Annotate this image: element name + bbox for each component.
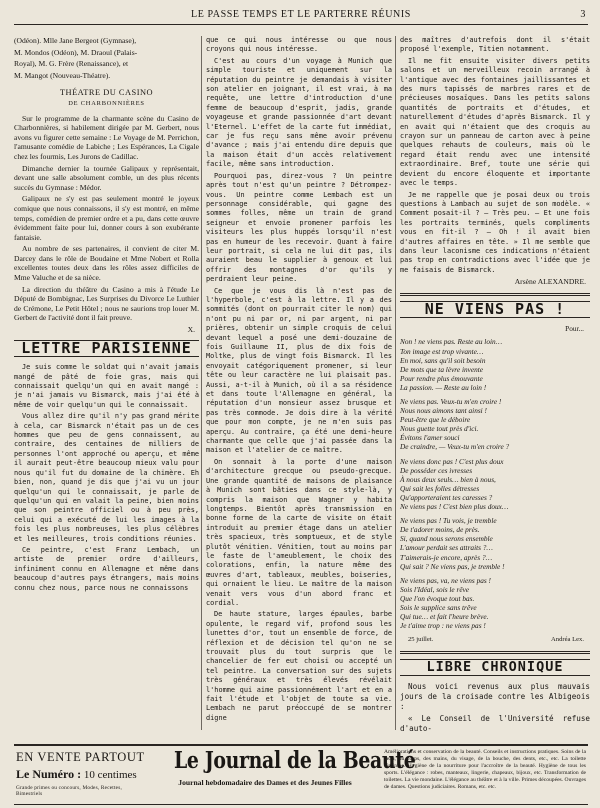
lettre-paragraph: que ce qui nous intéresse ou que nous croyons qui nous intéresse. bbox=[206, 36, 392, 54]
poem-stanza bbox=[400, 576, 590, 631]
ad-fine-print: Grande primes ou concours, Modes, Recettes, Bimestriels bbox=[16, 785, 122, 797]
lettre-paragraph: On sonnait à la porte d'une maison d'architecture grecque ou pseudo-grecque. Une grande quantité de maisons de plaisance à Munich sont bâties dans ce style-là, y compris la maison que Wagner y habita longtemps. Bientôt après transmission en bonne forme de la carte de visite on était introduit au premier étage dans un atelier très spacieux, très somptueux, et de style plutôt vénitien. Vénitien, tout au moins par le faste de l'ameublement, le choix des colorations, enfin, la nature même des œuvres d'art, tableaux, meubles, boiseries, qui ornaient le lieu. Le maître de la maison venait vers vous d'un abord franc et cordial. bbox=[206, 457, 392, 607]
intro-line: (Odéon). Mlle Jane Bergeot (Gymnase), bbox=[14, 36, 137, 45]
poem-line: T'aimerais-je encore, après ?… bbox=[400, 552, 493, 562]
poem-line: Ne viens donc pas ! C'est plus doux bbox=[400, 456, 504, 466]
lettre-paragraph: Je me rappelle que je posai deux ou trois questions à Lambach au sujet de son modèle. « Comment posait-il ? — Très peu. — Et une fois les portraits terminés, quels compliments vous en fit-il ? — Oh ! il avait bien d'autres affaires en tête. » Il me semble que dans leur laconisme ces indications n'étaient pas trop en contradictions avec l'idée que je me faisais de Bismarck. bbox=[400, 190, 590, 274]
ad-price-line bbox=[16, 767, 146, 782]
poem-line: Qu'apporteraient tes caresses ? bbox=[400, 492, 493, 502]
chronique-paragraph: Nous voici revenus aux plus mauvais jours de la croisade contre les Albigeois : bbox=[400, 682, 590, 712]
lettre-parisienne-title: LETTRE PARISIENNE bbox=[14, 340, 199, 358]
poem-line: Nous guette tout près d'ici. bbox=[400, 424, 479, 434]
intro-line: Royal), M. G. Frère (Renaissance), et bbox=[14, 59, 129, 69]
poem-line: Qui tue… et fait l'heure brève. bbox=[400, 612, 489, 622]
poem-line: Sois l'Idéal, sois le rêve bbox=[400, 584, 470, 594]
poem-date: 25 juillet. bbox=[408, 636, 434, 644]
theatre-subheading: DE CHARBONNIÈRES bbox=[68, 99, 145, 107]
poem-line: Ne viens pas. Veux-tu m'en croire ! bbox=[400, 397, 502, 406]
poem-line: Peut-être que le déboire bbox=[400, 415, 471, 425]
poem-line: Si, quand nous serons ensemble bbox=[400, 534, 493, 544]
poem-line: Pour rendre plus émouvante bbox=[400, 373, 483, 383]
lettre-paragraph: C'est au cours d'un voyage à Munich que simple touriste et uniquement sur la réputation du peintre je demandais à visiter son atelier en joignant, il est vrai, à ma requête, une lettre d'introduction d'une femme de beaucoup d'esprit, jadis, grande voyageuse et grande passionnée d'art devant l'Eternel. L'effet de la carte fut immédiat, car je fus reçu sans même avoir prévenu d'avance ; mais j'ai entendu dire depuis que la maison était d'un accès relativement facile, même sans introduction. bbox=[206, 56, 392, 169]
poem-line: De craindre, — Veux-tu m'en croire ? bbox=[400, 442, 510, 452]
poem-line: La passion. — Reste au loin ! bbox=[400, 382, 487, 392]
column-1 bbox=[14, 36, 199, 595]
lettre-paragraph: Ce que je vous dis là n'est pas de l'hyperbole, c'est à la lettre. Il y a des sommités (dont on pourrait citer le nom) qui n'ont pu ni par or, ni par argent, ni par prières, obtenir un simple croquis de celui devant lequel a posé une demi-douzaine de fois Guillaume II, plus de dix fois de Moltke, plus de vingt fois Bismarck. Il les envoyait catégoriquement promener, si leur tête ou leur caractère ne lui plaisait pas. Aussi, a-t-il à Munich, où il a sa résidence et dans toute l'Allemagne en général, la réputation d'un monsieur assez brusque et pas très commode. Je dois dire à la vérité que pour mon compte, je ne m'en suis pas aperçu. Au contraire, ça été une demi-heure charmante que celle que j'ai passée dans la maison et l'atelier de ce maître. bbox=[206, 286, 392, 455]
ad-description: Améliorations et conservation de la beauté. Conseils et instructions pratiques. Soins de la peau, du corps, des mains, du visage, de la bouche, des dents, etc., etc. La toilette féminine. Hygiène de la nourriture pour l'accroître de la beauté. Hygiène de tous les sports. L'élégance : robes, manteaux, lingerie, chapeaux, bijoux, etc. Transformation de toilettes. La vie mondaine. L'élégance au théâtre et à la ville. Primes découpées. Ouvrages de dames. Questions judiciaires. Romans, etc. etc. bbox=[384, 749, 586, 790]
poem-author: Andréa Lex. bbox=[551, 636, 584, 644]
lettre-paragraph: Pourquoi pas, direz-vous ? Un peintre après tout n'est qu'un peintre ? Détrompez-vous. Un peintre comme Lembach est un personnage considérable, qui gagne des sommes folles, même un train de grand seigneur et envoie promener parfois les visiteurs les plus huppés lorsqu'il n'est pas en humeur de les recevoir. Quant à faire leur portrait, si cela ne lui dit pas, ils auraient beau le supplier à genoux et lui offrir des montagnes d'or qu'ils y perdraient leur peine. bbox=[206, 171, 392, 284]
page-header bbox=[14, 6, 588, 25]
lettre-paragraph: Vous allez dire qu'il n'y pas grand mérite à cela, car Bismarck n'était pas un de ces hommes que peu de gens connaissent, au contraire, des centaines de milliers de personnes l'ont approché ou aperçu, et même il aurait peut-être beaucoup mieux valu pour nous qu'il fut du domaine de la chimère. Eh bien, non, quand je dis que j'ai vu un jour quelqu'un qui le connaissait, je parle de quelqu'un qui en valait la peine, bien moins que son peintre officiel ou à peu près, celui qui a exécuté de lui les images à la fois les plus nombreuses, les plus célèbres et les meilleures, trois conditions réunies. bbox=[14, 412, 199, 543]
intro-line: M. Mangot (Nouveau-Théatre). bbox=[14, 70, 111, 80]
theatre-paragraph: Galipaux ne s'y est pas seulement montré le joyeux comique que nous connaissons, il s'y est montré, en même temps, comédien de premier ordre et a pu, dans cette œuvre évidemment faite pour lui, donner cours à son exubérante fantaisie. bbox=[14, 194, 199, 242]
ad-journal bbox=[154, 747, 416, 787]
ad-en-vente: EN VENTE PARTOUT bbox=[16, 750, 145, 764]
poem-stanza bbox=[400, 516, 590, 571]
poem-line: Ne viens pas ! Tu vois, je tremble bbox=[400, 516, 497, 526]
lettre-paragraph: Ce peintre, c'est Franz Lembach, un artiste de premier ordre d'ailleurs, infiniment connu en Allemagne et même dans beaucoup d'autres pays étrangers, mais moins connu chez nous, parce nous ne connaissons bbox=[14, 545, 199, 592]
column-2 bbox=[206, 36, 392, 725]
lettre-signature: Arsène ALEXANDRE. bbox=[514, 277, 586, 287]
lettre-paragraph: De haute stature, larges épaules, barbe opulente, le regard vif, profond sous les lunettes d'or, tout un ensemble de force, de réflexion et de décision tel qu'on ne se trouvait plus du tout surpris que le chancelier de fer eut choisi ou accepté un tel peintre. La conversation sur des sujets très généraux et très élevés révélait l'homme qui aime passionnément l'art et en a fait l'étude et l'objet de toute sa vie. Lembach ne parut préoccupé de se montrer digne bbox=[206, 610, 392, 722]
column-rule-2 bbox=[395, 36, 396, 730]
poem-title: NE VIENS PAS ! bbox=[400, 301, 590, 319]
section-rule bbox=[400, 293, 590, 296]
intro-line: M. Mondos (Odéon), M. Draoul (Palais- bbox=[14, 47, 138, 57]
theatre-paragraph: Sur le programme de la charmante scène du Casino de Charbonnières, si habilement dirigée par M. Gerbert, nous avons vu figurer cette semaine : Le Voyage de M. Perrichon, l'amusante comédie de Labiche ; Les Espérances, La Cigale chez les fourmis, Les Jurons de Cadillac. bbox=[14, 113, 199, 161]
poem-line: Ne viens pas ! C'est bien plus doux… bbox=[400, 502, 509, 512]
poem-line: Sois le supplice sans trêve bbox=[400, 602, 477, 612]
poem-line: Non ! ne viens pas. Reste au loin… bbox=[400, 337, 503, 347]
poem-dedication: Pour... bbox=[565, 324, 584, 334]
ad-sale-info bbox=[16, 750, 146, 797]
poem bbox=[400, 324, 590, 630]
theatre-paragraph: La direction du théâtre du Casino a mis à l'étude Le Député de Bombignac, Les Surprises du Divorce Le Luthier de Crémone, Le Petit Hôtel ; nous ne saurions trop louer M. Gerbert de l'activité dont il fait preuve. bbox=[14, 284, 199, 323]
lettre-paragraph: des maîtres d'autrefois dont il s'était proposé l'exemple, Titien notamment. bbox=[400, 36, 590, 54]
ad-numero-price: 10 centimes bbox=[83, 769, 137, 781]
poem-line: Ton image est trop vivante… bbox=[400, 346, 484, 356]
poem-line: Qui sait ? Ne viens pas, je tremble ! bbox=[400, 561, 505, 571]
poem-line: Qui sait les folles détresses bbox=[400, 483, 480, 493]
poem-line: De posséder ces ivresses bbox=[400, 465, 473, 475]
theatre-signature: X. bbox=[187, 325, 195, 335]
poem-line: En moi, sans qu'il soit besoin bbox=[400, 355, 486, 365]
advertisement-banner bbox=[14, 744, 588, 805]
poem-line: Je t'aime trop : ne viens pas ! bbox=[400, 621, 486, 631]
page-header-title: LE PASSE TEMPS ET LE PARTERRE RÉUNIS bbox=[191, 9, 411, 20]
column-rule-1 bbox=[201, 36, 202, 730]
lettre-paragraph: Il me fit ensuite visiter divers petits salons et un merveilleux recoin arrangé à l'antique avec des fontaines jaillissantes et des murs tapissés de marbres rares et de précieuses mosaïques. Dans les petits salons quantités de portraits et d'études, et naturellement d'études d'après Bismarck. Il y en avait qui n'étaient que des croquis au crayon sur un panneau de carton avec à peine quelques rehauts de couleurs, mais où le regard était rendu avec une intensité extraordinaire. Bref, toute une série qui devient du encore éloquente et importante avec le temps. bbox=[400, 56, 590, 188]
theatre-paragraph: Au nombre de ses partenaires, il convient de citer M. Darcey dans le rôle de Boudaine et Mme Nobert et Rolla excellentes toutes deux dans les rôles assez difficiles de Mme Valuche et de sa nièce. bbox=[14, 244, 199, 283]
journal-logo: Le Journal de la Beauté bbox=[173, 747, 416, 774]
poem-line: Nous nous aimons tant ainsi ! bbox=[400, 406, 487, 416]
poem-line: À nous deux seuls… bien à nous, bbox=[400, 474, 496, 484]
column-3 bbox=[400, 36, 590, 736]
theatre-heading: THÉATRE DU CASINO bbox=[59, 88, 154, 98]
poem-line: Que l'on évoque tout bas. bbox=[400, 593, 475, 603]
page-number: 3 bbox=[580, 9, 586, 20]
chronique-paragraph: « Le Conseil de l'Université refuse d'auto- bbox=[400, 714, 590, 734]
ad-numero-label: Le Numéro : bbox=[16, 767, 82, 781]
cast-list-intro bbox=[14, 36, 199, 80]
poem-line: Évitons l'amer souci bbox=[400, 433, 460, 443]
poem-line: De t'adorer moins, de près. bbox=[400, 525, 480, 535]
poem-footer bbox=[408, 635, 584, 645]
journal-tagline: Journal hebdomadaire des Dames et des Jeunes Filles bbox=[178, 778, 352, 787]
section-rule bbox=[400, 651, 590, 654]
poem-line: De mots que ta lèvre invente bbox=[400, 364, 484, 374]
poem-stanza bbox=[400, 337, 590, 392]
theatre-paragraph: Dimanche dernier la tournée Galipaux y représentait, devant une salle absolument comble, un des plus récents succès du Gymnase : Médor. bbox=[14, 163, 199, 192]
poem-line: L'amour perdait ses attraits ?… bbox=[400, 543, 493, 553]
lettre-paragraph: Je suis comme le soldat qui n'avait jamais mangé de pâté de foie gras, mais qui connaissait quelqu'un qui en avait mangé : je n'ai jamais vu Bismarck, mais j'ai été à même de voir quelqu'un qui le connaissait. bbox=[14, 363, 199, 409]
libre-chronique-title: LIBRE CHRONIQUE bbox=[400, 659, 590, 677]
poem-stanza bbox=[400, 397, 590, 452]
poem-stanza bbox=[400, 457, 590, 512]
poem-line: Ne viens pas, va, ne viens pas ! bbox=[400, 575, 491, 585]
